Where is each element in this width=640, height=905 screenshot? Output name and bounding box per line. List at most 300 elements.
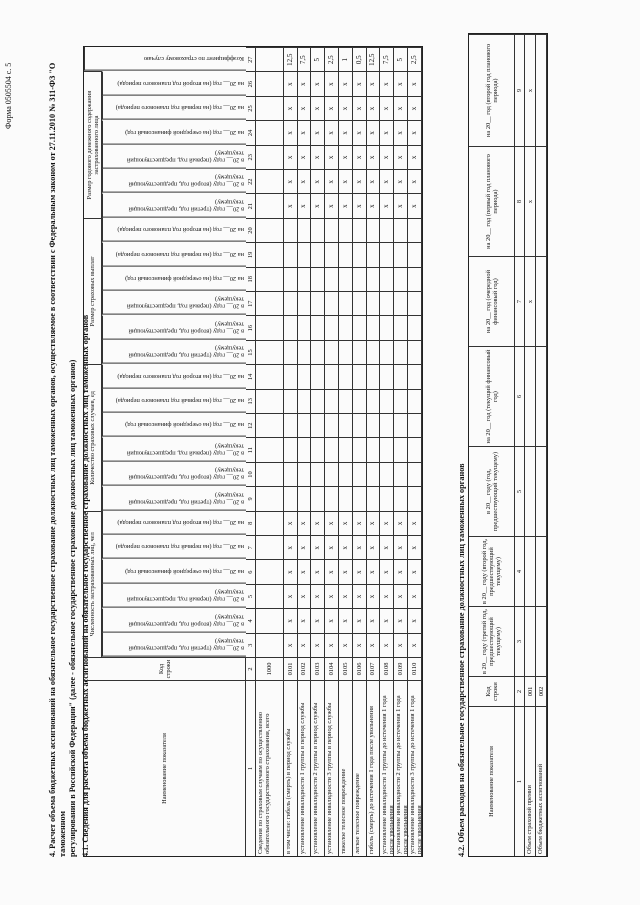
col-number: 4 — [515, 536, 525, 606]
table-cell: x — [339, 120, 353, 144]
table-cell — [256, 169, 284, 193]
col-number: 20 — [246, 218, 256, 242]
table-cell — [339, 340, 353, 364]
table-cell: x — [353, 71, 367, 95]
table-cell — [256, 193, 284, 217]
table-cell: x — [394, 120, 408, 144]
table-cell — [408, 462, 422, 486]
col-number: 9 — [515, 34, 525, 146]
table-cell: x — [284, 169, 298, 193]
table-cell — [380, 486, 394, 510]
period-header: на 20__ год (на второй год планового периода) — [102, 364, 246, 388]
table-cell — [311, 242, 325, 266]
col-number: 26 — [246, 71, 256, 95]
table-cell — [284, 486, 298, 510]
table-cell — [380, 389, 394, 413]
table-cell: x — [325, 193, 339, 217]
table-cell: 5 — [394, 47, 408, 71]
heading-line-1: 4. Расчет объема бюджетных ассигнований на обязательное государственное страхование должностных лиц таможенных органов, осуществляемое в соответствии с Федеральным законом от 27.11.2010 № 311-ФЗ "О таможенном — [48, 62, 67, 857]
period-header: в 20__ году (третий год, предшествующий текущему) — [102, 193, 246, 217]
table-cell: x — [394, 193, 408, 217]
table-cell: x — [339, 535, 353, 559]
form-id: Форма 0505504 с. 5 — [4, 62, 13, 129]
table-cell — [353, 437, 367, 461]
table-cell: x — [380, 169, 394, 193]
table-cell — [408, 291, 422, 315]
table-cell — [325, 242, 339, 266]
row-code: 0109 — [394, 657, 408, 680]
period-header: на 20__ год (на первый год планового периода) — [102, 242, 246, 266]
table-cell — [353, 291, 367, 315]
table-cell: x — [408, 71, 422, 95]
table-cell — [339, 291, 353, 315]
table-cell — [380, 340, 394, 364]
row-code: 002 — [536, 676, 547, 706]
table-cell: x — [353, 535, 367, 559]
table-cell: x — [339, 71, 353, 95]
table-cell — [394, 389, 408, 413]
table-cell: x — [298, 120, 312, 144]
table-cell — [339, 437, 353, 461]
table-cell — [298, 242, 312, 266]
table-cell — [256, 71, 284, 95]
period-header: в 20__ году (второй год, предшествующий текущему) — [102, 608, 246, 632]
row-name: установление инвалидности 3 группы в период службы — [325, 680, 339, 856]
table-cell: x — [367, 584, 381, 608]
table-cell: x — [325, 559, 339, 583]
table-cell: x — [367, 633, 381, 657]
col-number: 13 — [246, 389, 256, 413]
row-name: в том числе: гибель (смерть) в период службы — [284, 680, 298, 856]
table-cell: 5 — [311, 47, 325, 71]
table-cell — [525, 536, 536, 606]
table-cell — [394, 364, 408, 388]
table-cell — [339, 413, 353, 437]
period-header: в 20__ году (третий год, предшествующий текущему) — [102, 486, 246, 510]
table-cell — [311, 340, 325, 364]
table-cell: x — [380, 633, 394, 657]
table-cell — [536, 536, 547, 606]
col-number: 10 — [246, 462, 256, 486]
table-cell — [367, 364, 381, 388]
table-cell: x — [394, 633, 408, 657]
table-cell — [536, 34, 547, 146]
table-cell — [284, 340, 298, 364]
table-cell — [256, 364, 284, 388]
col-number: 7 — [515, 256, 525, 346]
table-cell: x — [353, 511, 367, 535]
table-cell: x — [394, 535, 408, 559]
table-cell: x — [311, 96, 325, 120]
table-cell: x — [311, 559, 325, 583]
period-header: в 20__ году (первый год, предшествующий текущему) — [102, 437, 246, 461]
table-cell — [408, 364, 422, 388]
table-cell — [256, 535, 284, 559]
table-cell: x — [311, 535, 325, 559]
table-cell — [408, 413, 422, 437]
table-cell — [394, 315, 408, 339]
table-cell: x — [380, 71, 394, 95]
table-cell — [408, 315, 422, 339]
table-cell: x — [325, 120, 339, 144]
table-cell — [339, 486, 353, 510]
period-header: на 20__ год (на очередной финансовый год) — [102, 413, 246, 437]
table-cell — [325, 267, 339, 291]
row-name: тяжелое телесное повреждение — [339, 680, 353, 856]
table-cell: x — [408, 145, 422, 169]
col-number: 23 — [246, 145, 256, 169]
table-cell — [256, 633, 284, 657]
table-cell: x — [353, 193, 367, 217]
table-cell: x — [311, 169, 325, 193]
table-cell — [284, 364, 298, 388]
table-cell: x — [311, 511, 325, 535]
table-cell: x — [380, 145, 394, 169]
table-cell — [525, 346, 536, 446]
table-cell — [339, 462, 353, 486]
table-cell — [284, 242, 298, 266]
period-header: в 20__ году (второй год, предшествующий текущему) — [102, 462, 246, 486]
table-cell: x — [408, 193, 422, 217]
table-cell — [311, 413, 325, 437]
table-cell: x — [284, 193, 298, 217]
table-cell: x — [298, 193, 312, 217]
table-cell: x — [380, 193, 394, 217]
table-cell: x — [325, 511, 339, 535]
table-cell: x — [380, 120, 394, 144]
table-cell — [256, 559, 284, 583]
table-cell — [367, 218, 381, 242]
table-cell — [408, 218, 422, 242]
row-code: 0108 — [380, 657, 394, 680]
table-cell: x — [394, 511, 408, 535]
period-header: в 20__ году (второй год, предшествующий текущему) — [102, 315, 246, 339]
table-cell: x — [284, 120, 298, 144]
table-cell — [298, 486, 312, 510]
col-header: Код строки — [469, 676, 515, 706]
table-cell — [408, 486, 422, 510]
table-cell — [311, 462, 325, 486]
table-cell: x — [339, 584, 353, 608]
table-cell: x — [311, 608, 325, 632]
table-cell — [284, 389, 298, 413]
table-cell — [325, 340, 339, 364]
period-header: на 20__ год (на очередной финансовый год) — [102, 267, 246, 291]
table-cell: x — [298, 169, 312, 193]
row-code: 0107 — [367, 657, 381, 680]
table-cell — [525, 446, 536, 536]
table-cell — [353, 340, 367, 364]
table-cell: x — [284, 633, 298, 657]
col-number: 8 — [246, 511, 256, 535]
col-header: в 20__ году (год, предшествующий текущему) — [469, 446, 515, 536]
table-cell — [256, 486, 284, 510]
table-cell: x — [298, 145, 312, 169]
table-cell: x — [284, 608, 298, 632]
col-number: 27 — [246, 47, 256, 71]
period-header: в 20__ году (третий год, предшествующий текущему) — [102, 633, 246, 657]
row-code: 0110 — [408, 657, 422, 680]
table-cell — [284, 267, 298, 291]
table-cell: x — [325, 96, 339, 120]
table-cell — [298, 340, 312, 364]
table-insurance-cases — [83, 46, 423, 857]
table-cell — [256, 462, 284, 486]
table-cell: x — [367, 120, 381, 144]
row-name: установление инвалидности 1 группы до истечения 1 года после увольнения — [380, 680, 394, 856]
table-cell — [311, 315, 325, 339]
table-cell: x — [339, 559, 353, 583]
table-cell: x — [353, 145, 367, 169]
table-cell: x — [353, 559, 367, 583]
table-cell: x — [339, 511, 353, 535]
table-cell — [367, 389, 381, 413]
table-cell — [367, 315, 381, 339]
row-name: установление инвалидности 2 группы в период службы — [311, 680, 325, 856]
col-number: 15 — [246, 340, 256, 364]
heading-line-2: регулировании в Российской Федерации" (далее - обязательное государственное страхование должностных лиц таможенных органов) — [68, 359, 77, 857]
table-cell — [284, 413, 298, 437]
table-cell — [367, 267, 381, 291]
table-cell — [536, 346, 547, 446]
table-cell: x — [380, 535, 394, 559]
table-cell: x — [367, 535, 381, 559]
row-name: Объем страховой премии — [525, 706, 536, 856]
col-header: на 20__ год (второй год планового периода) — [469, 34, 515, 146]
col-number: 19 — [246, 242, 256, 266]
col-number: 7 — [246, 535, 256, 559]
table-cell — [311, 389, 325, 413]
table-cell: x — [394, 169, 408, 193]
col-number: 6 — [246, 559, 256, 583]
table-cell — [256, 340, 284, 364]
table-cell: x — [311, 633, 325, 657]
heading-line-3: 4.1. Сведения для расчета объема бюджетных ассигнований на обязательное государственное страхование должностных лиц таможенных органов — [81, 314, 90, 857]
row-name: установление инвалидности 3 группы до истечения 1 года после увольнения — [408, 680, 422, 856]
table-cell: x — [408, 120, 422, 144]
row-name: гибель (смерть) до истечения 1 года после увольнения — [367, 680, 381, 856]
table-cell — [353, 364, 367, 388]
table-cell: 2,5 — [325, 47, 339, 71]
table-cell: 7,5 — [380, 47, 394, 71]
table-cell — [536, 146, 547, 256]
row-code: 1000 — [256, 657, 284, 680]
col-header: в 20__ году (второй год, предшествующий текущему) — [469, 536, 515, 606]
table-cell: x — [325, 71, 339, 95]
table-cell: x — [298, 511, 312, 535]
table-cell — [325, 315, 339, 339]
table-cell — [339, 218, 353, 242]
table-cell: x — [298, 71, 312, 95]
table-cell — [256, 267, 284, 291]
table-cell: x — [367, 511, 381, 535]
table-cell: x — [284, 559, 298, 583]
col-group-group-salary: Размер годового денежного содержания застрахованного лица — [84, 71, 102, 217]
table-cell: x — [339, 633, 353, 657]
section-2-title: 4.2. Объем расходов на обязательное государственное страхование должностных лиц таможенных органов — [457, 463, 466, 857]
table-cell — [256, 584, 284, 608]
table-cell: x — [367, 559, 381, 583]
table-cell — [298, 364, 312, 388]
col-number: 25 — [246, 96, 256, 120]
row-code: 0103 — [311, 657, 325, 680]
table-cell: x — [298, 535, 312, 559]
period-header: на 20__ год (на второй год планового периода) — [102, 218, 246, 242]
col-number: 14 — [246, 364, 256, 388]
table-cell: x — [339, 608, 353, 632]
table-cell: x — [298, 96, 312, 120]
col-number: 8 — [515, 146, 525, 256]
table-cell: x — [394, 608, 408, 632]
table-cell — [339, 389, 353, 413]
table-cell — [256, 315, 284, 339]
table-cell — [256, 389, 284, 413]
row-code: 0106 — [353, 657, 367, 680]
table-cell — [394, 462, 408, 486]
table-cell: x — [367, 71, 381, 95]
table-cell: x — [311, 584, 325, 608]
table-cell — [311, 437, 325, 461]
row-name: Сведения по страховым случаям по осуществлению обязательного государственного страхования, всего — [256, 680, 284, 856]
table-cell: x — [284, 584, 298, 608]
table-cell — [367, 291, 381, 315]
period-header: в 20__ году (первый год, предшествующий текущему) — [102, 291, 246, 315]
row-name: Объем бюджетных ассигнований — [536, 706, 547, 856]
col-header: Наименование показателя — [469, 706, 515, 856]
table-cell: x — [394, 71, 408, 95]
table-cell — [256, 437, 284, 461]
table-insurance-expenses — [468, 33, 548, 857]
table-cell: x — [394, 96, 408, 120]
table-cell: 0,5 — [353, 47, 367, 71]
table-cell — [284, 315, 298, 339]
table-cell — [380, 437, 394, 461]
table-cell — [325, 291, 339, 315]
col-header: на 20__ год (очередной финансовый год) — [469, 256, 515, 346]
table-cell — [394, 437, 408, 461]
row-code: 0102 — [298, 657, 312, 680]
table-cell: x — [311, 120, 325, 144]
col-number: 3 — [246, 633, 256, 657]
period-header: в 20__ году (первый год, предшествующий текущему) — [102, 145, 246, 169]
col-group-group-count-cases: Количество страховых случаев, ед — [84, 364, 102, 510]
table-cell — [325, 218, 339, 242]
period-header: на 20__ год (на очередной финансовый год) — [102, 120, 246, 144]
table-cell: x — [353, 608, 367, 632]
table-cell — [298, 437, 312, 461]
col-header-code: Код строки — [84, 657, 246, 680]
col-header: в 20__ году (третий год, предшествующий текущему) — [469, 606, 515, 676]
table-cell — [353, 462, 367, 486]
table-cell — [256, 218, 284, 242]
table-cell — [339, 315, 353, 339]
table-cell: x — [339, 96, 353, 120]
table-cell: x — [325, 145, 339, 169]
table-cell — [380, 267, 394, 291]
table-cell: x — [353, 633, 367, 657]
row-name: установление инвалидности 2 группы до истечения 1 года после увольнения — [394, 680, 408, 856]
table-cell — [256, 145, 284, 169]
table-cell: x — [325, 633, 339, 657]
col-header-name: Наименование показателя — [84, 680, 246, 856]
col-number: 9 — [246, 486, 256, 510]
table-cell — [325, 389, 339, 413]
col-number: 2 — [515, 676, 525, 706]
period-header: в 20__ году (первый год, предшествующий текущему) — [102, 584, 246, 608]
row-code: 0104 — [325, 657, 339, 680]
table-cell — [339, 267, 353, 291]
table-cell — [536, 606, 547, 676]
table-cell — [256, 413, 284, 437]
col-number: 5 — [515, 446, 525, 536]
col-number: 5 — [246, 584, 256, 608]
table-cell: x — [298, 584, 312, 608]
table-cell — [298, 267, 312, 291]
col-header: на 20__ год (текущий финансовый год) — [469, 346, 515, 446]
table-cell: x — [325, 169, 339, 193]
row-name: установление инвалидности 1 группы в период службы — [298, 680, 312, 856]
table-cell — [311, 364, 325, 388]
table-cell: x — [367, 193, 381, 217]
table-cell — [525, 606, 536, 676]
table-cell — [394, 242, 408, 266]
table-cell: x — [394, 559, 408, 583]
col-header-coefficient: Коэффициент по страховому случаю — [84, 47, 246, 71]
table-cell — [394, 340, 408, 364]
table-cell: x — [394, 145, 408, 169]
row-code: 001 — [525, 676, 536, 706]
table-cell — [256, 242, 284, 266]
table-cell: x — [325, 535, 339, 559]
table-cell — [367, 462, 381, 486]
table-cell — [536, 256, 547, 346]
table-cell — [325, 486, 339, 510]
table-cell: x — [353, 169, 367, 193]
table-cell: x — [380, 559, 394, 583]
table-cell — [325, 413, 339, 437]
table-cell: x — [339, 169, 353, 193]
table-cell — [408, 340, 422, 364]
table-cell: x — [408, 169, 422, 193]
table-cell: x — [367, 169, 381, 193]
table-cell: x — [408, 608, 422, 632]
table-cell: x — [394, 584, 408, 608]
table-cell — [380, 242, 394, 266]
table-cell — [408, 242, 422, 266]
table-cell — [408, 437, 422, 461]
table-cell — [367, 413, 381, 437]
table-cell: x — [408, 559, 422, 583]
table-cell — [284, 291, 298, 315]
col-number: 2 — [246, 657, 256, 680]
period-header: на 20__ год (на первый год планового периода) — [102, 96, 246, 120]
row-code: 0105 — [339, 657, 353, 680]
period-header: в 20__ году (второй год, предшествующий текущему) — [102, 169, 246, 193]
table-cell — [394, 218, 408, 242]
table-cell — [353, 267, 367, 291]
col-number: 21 — [246, 193, 256, 217]
table-cell — [311, 486, 325, 510]
table-cell — [380, 413, 394, 437]
col-number: 12 — [246, 413, 256, 437]
table-cell: x — [367, 96, 381, 120]
table-cell — [353, 389, 367, 413]
table-cell: 2,5 — [408, 47, 422, 71]
table-cell — [256, 608, 284, 632]
table-cell: 1 — [339, 47, 353, 71]
table-cell — [367, 437, 381, 461]
table-cell — [536, 446, 547, 536]
